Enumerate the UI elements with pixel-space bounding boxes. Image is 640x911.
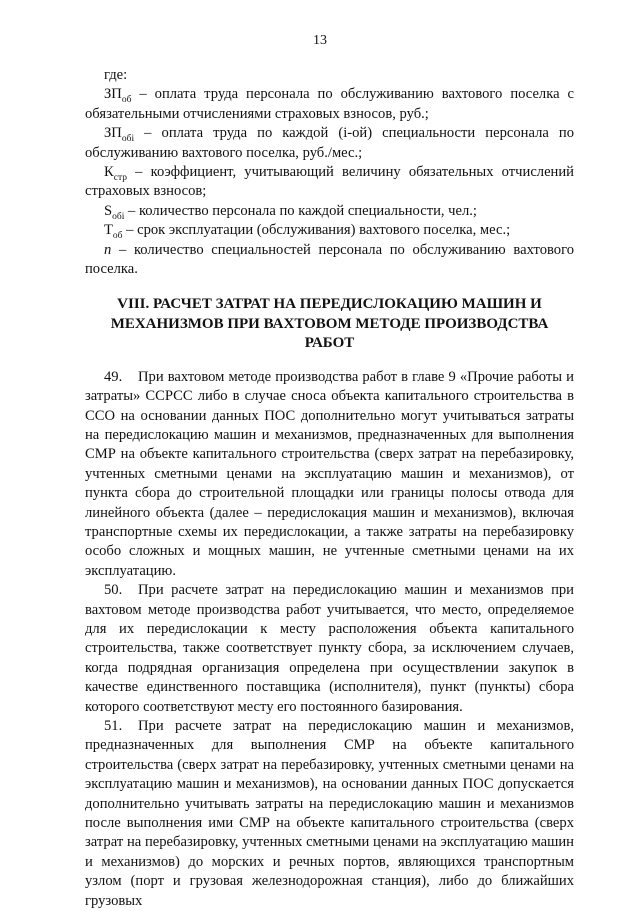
definition-text: – коэффициент, учитывающий величину обязательных отчислений страховых взносов; — [85, 164, 574, 200]
where-label: где: — [104, 67, 128, 83]
paragraph-number: 51. — [104, 718, 123, 734]
numbered-paragraph — [85, 717, 574, 911]
definition-symbol: $К_{стр}$ — [104, 164, 127, 183]
paragraph-text: При расчете затрат на передислокацию машин и механизмов при вахтовом методе производства работ учитывается, что место, определяемое для их передислокации к месту расположения объекта капитального строительства, также соответствует пункту сбора, за исключением случаев, когда подрядная организация определена при осуществлении закупок в качестве единственного поставщика (исполнителя), пункт (пункты) сбора которого соответствуют месту его постоянного базирования. — [85, 582, 574, 715]
definition-symbol: $ЗП_{обi}$ — [104, 125, 135, 145]
page-content — [85, 66, 574, 911]
section-heading: VIII. РАСЧЕТ ЗАТРАТ НА ПЕРЕДИСЛОКАЦИЮ МАШИН И МЕХАНИЗМОВ ПРИ ВАХТОВОМ МЕТОДЕ ПРОИЗВОДСТВА РАБОТ — [110, 296, 549, 352]
definition-text: – количество специальностей персонала по обслуживанию вахтового поселка. — [85, 241, 574, 278]
definition-symbol: n — [104, 241, 112, 258]
page-number: 13 — [313, 33, 327, 48]
paragraph-number: 50. — [104, 582, 123, 599]
paragraph-text: При вахтовом методе производства работ в главе 9 «Прочие работы и затраты» ССРСС либо в случае сноса объекта капитального строительства в ССО на основании данных ПОС дополнительно могут учитываться затраты на передислокацию машин и механизмов, предназначенных для выполнения СМР на объекте капитального строительства (сверх затрат на перебазировку, учтенных сметными ценами на эксплуатацию машин и механизмов), от пункта сбора до строительной площадки или границы полосы отвода для линейного объекта (далее – передислокация машин и механизмов), включая транспортные схемы их передислокации, а также затраты на перебазировку особо сложных и мощных машин, не учтенные сметными ценами на их эксплуатацию. — [85, 368, 574, 579]
numbered-paragraph — [85, 581, 574, 717]
definition-item — [85, 221, 574, 240]
definition-symbol: $Т_{об}$ — [104, 222, 123, 242]
numbered-paragraph — [85, 368, 574, 581]
definitions-list — [85, 85, 574, 279]
definition-text: – оплата труда персонала по обслуживанию вахтового поселка с обязательными отчислениями страховых взносов, руб.; — [85, 86, 574, 122]
definition-symbol: $ЗП_{об}$ — [104, 86, 132, 106]
paragraph-number: 49. — [104, 368, 123, 385]
definition-text: – оплата труда по каждой (i-ой) специальности персонала по обслуживанию вахтового поселка, руб./мес.; — [85, 125, 574, 161]
definition-item — [85, 163, 574, 202]
definition-text: – срок эксплуатации (обслуживания) вахтового поселка, мес.; — [122, 222, 511, 239]
definition-item — [85, 202, 574, 221]
definition-symbol: $S_{обi}$ — [104, 202, 125, 222]
definition-item — [85, 241, 574, 280]
definition-item — [85, 85, 574, 124]
paragraph-text: При расчете затрат на передислокацию машин и механизмов, предназначенных для выполнения СМР на объекте капитального строительства (сверх затрат на перебазировку, учтенных сметными ценами на эксплуатацию машин и механизмов), на основании данных ПОС допускается дополнительно учитывать затраты на передислокацию машин и механизмов после выполнения ими СМР на объекте капитального строительства (сверх затрат на перебазировку, учтенных сметными ценами на эксплуатацию машин и механизмов) до морских и речных портов, являющихся транспортным узлом (порт и грузовая железнодорожная станция), либо до ближайших грузовых — [85, 718, 574, 909]
definition-item — [85, 124, 574, 163]
definition-text: – количество персонала по каждой специальности, чел.; — [124, 202, 477, 219]
